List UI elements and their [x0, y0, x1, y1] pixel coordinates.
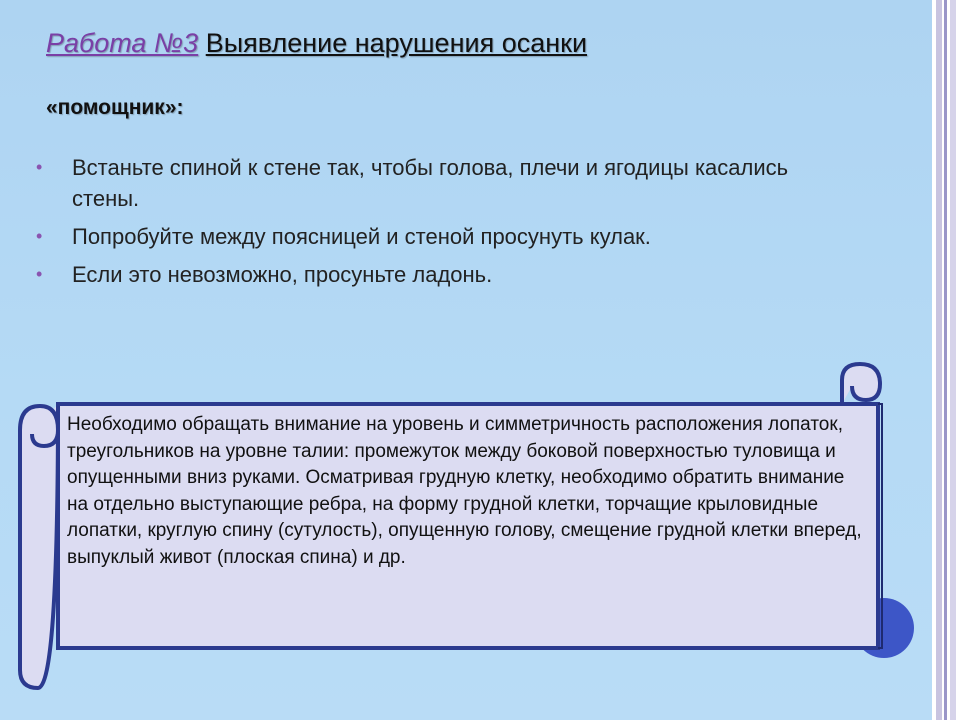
bullet-icon: • [36, 264, 43, 284]
scroll-curl-top-icon [842, 364, 880, 404]
slide-subtitle: «помощник»: [46, 96, 184, 119]
list-item-text: Попробуйте между поясницей и стеной просунуть кулак. [72, 224, 651, 249]
bullet-icon: • [36, 157, 43, 177]
scroll-note-text: Необходимо обращать внимание на уровень и симметричность расположения лопаток, треугольников на уровне талии: промежуток между боковой поверхностью туловища и опущенными вниз руками. Осматривая грудную клетку, необходимо обратить внимание на отдельно выступающие ребра, на форму грудной клетки, торчащие крыловидные лопатки, круглую спину (сутулость), опущенную голову, смещение грудной клетки вперед, выпуклый живот (плоская спина) и др. [67, 414, 862, 568]
list-item-text: Встаньте спиной к стене так, чтобы голова, плечи и ягодицы касались стены. [72, 155, 789, 211]
bullet-icon: • [36, 226, 43, 246]
list-item-text: Если это невозможно, просуньте ладонь. [72, 262, 493, 287]
title-work-number: Работа №3 [46, 28, 199, 58]
scroll-roll-left-icon [20, 404, 58, 688]
title-topic: Выявление нарушения осанки [205, 28, 588, 58]
